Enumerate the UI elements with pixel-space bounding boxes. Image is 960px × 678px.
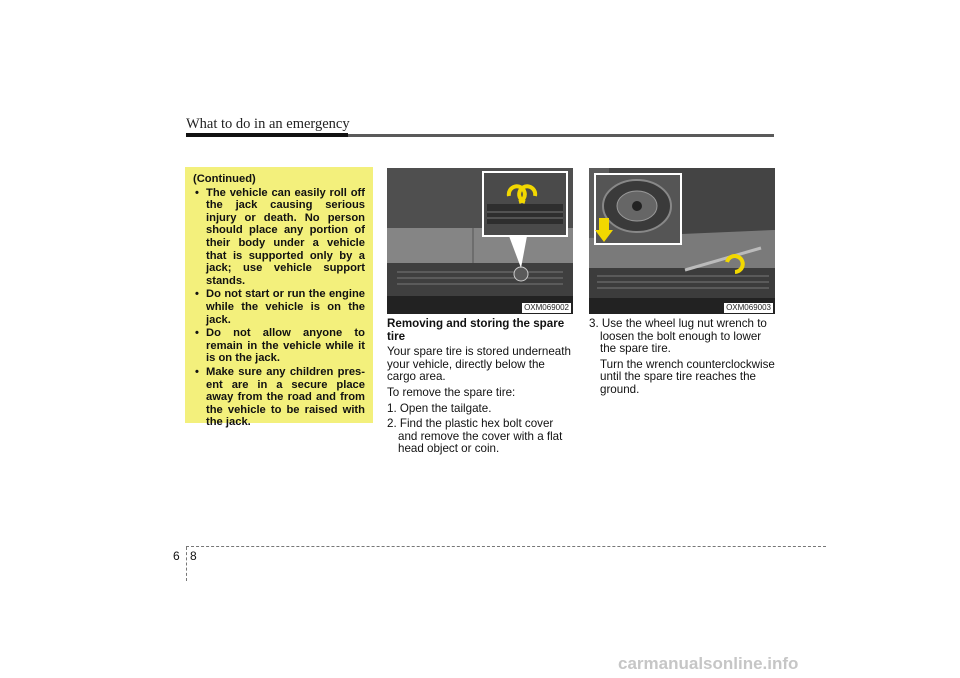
figure-cargo-area: [387, 168, 573, 314]
figure-spare-tire: [589, 168, 775, 314]
spare-tire-illustration: [589, 168, 775, 314]
intro-text: Your spare tire is stored underneath your vehicle, directly below the cargo area.: [387, 345, 571, 384]
footer-rule: [186, 546, 826, 547]
step-2: 2. Find the plastic hex bolt cover and remove the cover with a flat head object or coin.: [387, 417, 563, 456]
step-1: 1. Open the tailgate.: [387, 401, 492, 415]
warning-list: [193, 187, 365, 429]
middle-column: [387, 318, 575, 459]
step-3: 3. Use the wheel lug nut wrench to loosen the bolt enough to lower the spare tire.: [589, 317, 767, 356]
warning-item: • The vehicle can easily roll off the jack causing serious injury or death. No person should place any portion of their body under a vehicle that is supported only by a jack; use vehicle support stands.: [193, 187, 365, 288]
warning-item: • Do not start or run the engine while the vehicle is on the jack.: [193, 288, 365, 326]
page-header-title: What to do in an emergency: [186, 116, 350, 132]
right-column: [589, 318, 775, 400]
watermark: carmanualsonline.info: [618, 654, 799, 673]
page-section-number: 6: [173, 549, 180, 563]
warning-item: • Make sure any children pres-ent are in a secure place away from the road and from the vehicle to be raised with the jack.: [193, 366, 365, 429]
lead-text: To remove the spare tire:: [387, 385, 516, 399]
cargo-area-illustration: [387, 168, 573, 314]
page-number: 8: [190, 549, 197, 563]
step-3-detail: Turn the wrench counterclockwise until the spare tire reaches the ground.: [600, 357, 775, 396]
footer-divider: [186, 547, 187, 581]
header-rule-accent: [186, 133, 348, 137]
figure-caption: OXM069003: [726, 303, 771, 312]
warning-item: • Do not allow anyone to remain in the vehicle while it is on the jack.: [193, 327, 365, 365]
warning-box: [185, 167, 373, 429]
figure-caption: OXM069002: [524, 303, 569, 312]
warning-continued: (Continued): [193, 173, 256, 185]
section-heading: Removing and storing the spare tire: [387, 317, 565, 343]
